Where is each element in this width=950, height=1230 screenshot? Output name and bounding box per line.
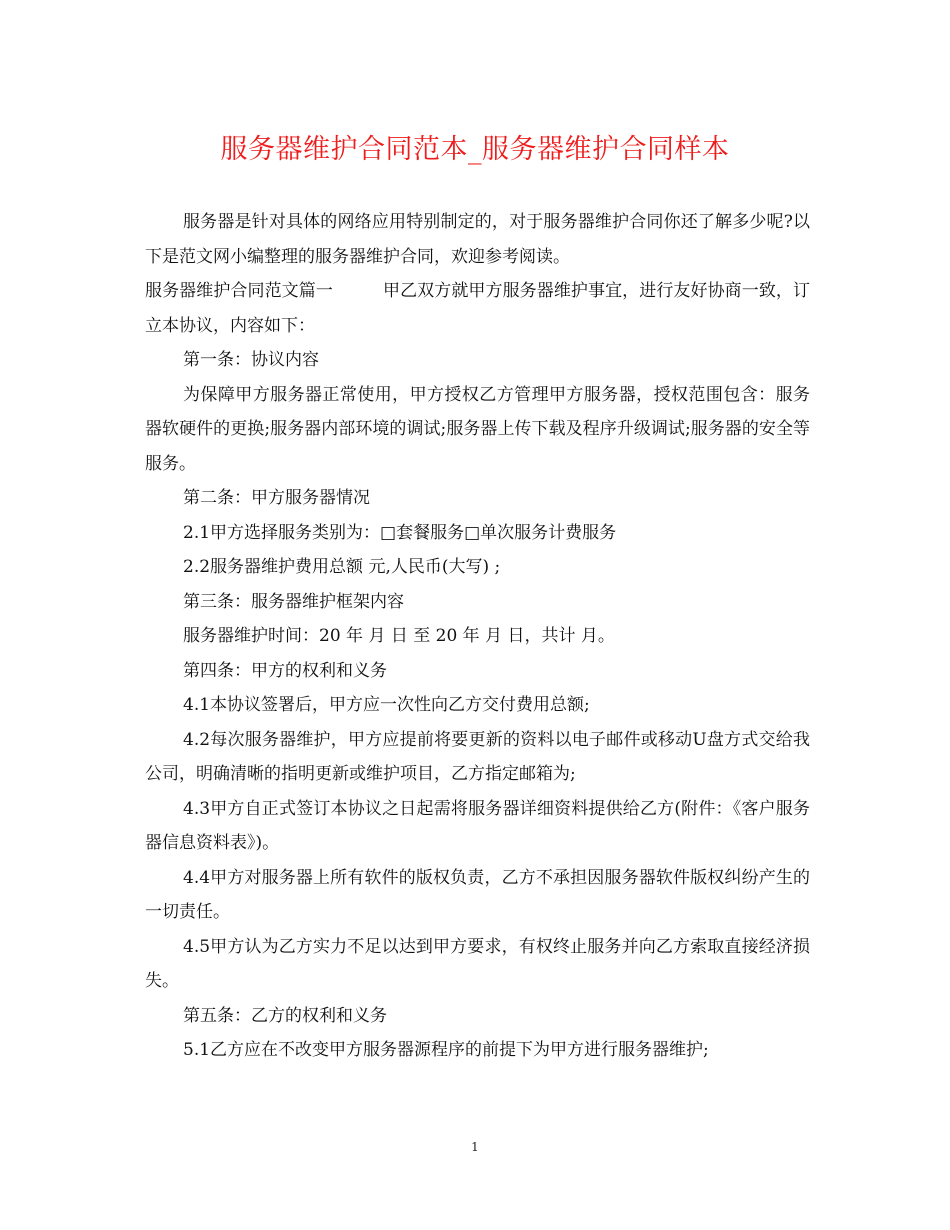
article-3-heading: 第三条：服务器维护框架内容	[183, 591, 404, 612]
article-5-heading: 第五条：乙方的权利和义务	[183, 1005, 387, 1026]
document-title: 服务器维护合同范本_服务器维护合同样本	[220, 134, 730, 165]
sample-heading-paragraph	[145, 274, 810, 343]
clause-4-3: 4.3甲方自正式签订本协议之日起需将服务器详细资料提供给乙方(附件：《客户服务器信息资料表》)。	[145, 798, 810, 853]
clause-4-1: 4.1本协议签署后，甲方应一次性向乙方交付费用总额;	[183, 695, 590, 715]
article-1-heading: 第一条：协议内容	[183, 350, 319, 370]
clause-2-1: 2.1甲方选择服务类别为：□套餐服务□单次服务计费服务	[183, 522, 617, 543]
clause-4-5: 4.5甲方认为乙方实力不足以达到甲方要求，有权终止服务并向乙方索取直接经济损失。	[145, 936, 810, 991]
sample-heading: 服务器维护合同范文篇一	[145, 281, 333, 301]
document-body	[145, 205, 810, 1068]
clause-5-1: 5.1乙方应在不改变甲方服务器源程序的前提下为甲方进行服务器维护;	[183, 1040, 709, 1060]
clause-4-2: 4.2每次服务器维护，甲方应提前将要更新的资料以电子邮件或移动U盘方式交给我公司，明确清晰的指明更新或维护项目，乙方指定邮箱为;	[145, 729, 810, 784]
article-4-heading: 第四条：甲方的权利和义务	[183, 660, 387, 681]
clause-2-2: 2.2服务器维护费用总额 元,人民币(大写) ;	[183, 557, 501, 577]
clause-4-4: 4.4甲方对服务器上所有软件的版权负责，乙方不承担因服务器软件版权纠纷产生的一切责任。	[145, 867, 810, 922]
article-2-heading: 第二条：甲方服务器情况	[183, 488, 370, 508]
intro-paragraph: 服务器是针对具体的网络应用特别制定的，对于服务器维护合同你还了解多少呢?以下是范文网小编整理的服务器维护合同，欢迎参考阅读。	[145, 212, 810, 267]
sample-preamble: 甲乙双方就甲方服务器维护事宜，进行友好协商一致，订立本协议，内容如下：	[145, 281, 811, 336]
page-number: 1	[471, 1140, 479, 1154]
maintenance-period: 服务器维护时间：20 年 月 日 至 20 年 月 日，共计 月。	[183, 626, 615, 646]
article-1-content: 为保障甲方服务器正常使用，甲方授权乙方管理甲方服务器，授权范围包含：服务器软硬件的更换;服务器内部环境的调试;服务器上传下载及程序升级调试;服务器的安全等服务。	[145, 384, 810, 474]
